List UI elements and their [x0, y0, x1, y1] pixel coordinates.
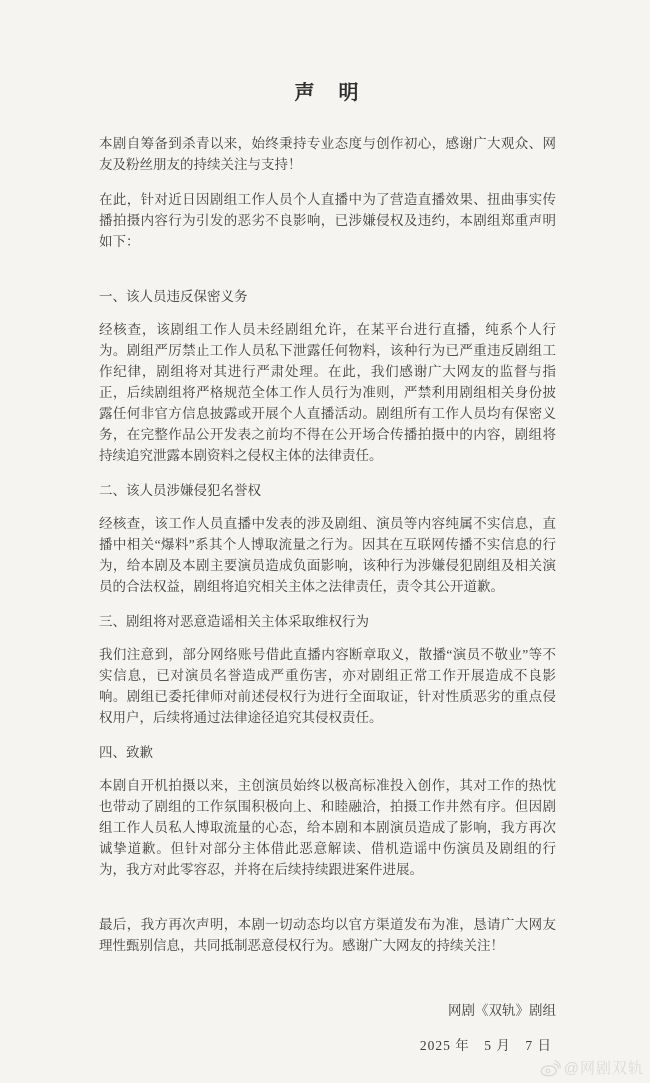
- intro-paragraph-1: 本剧自筹备到杀青以来，始终秉持专业态度与创作初心，感谢广大观众、网友及粉丝朋友的持续关注与支持！: [99, 136, 556, 172]
- section-3-body: 我们注意到，部分网络账号借此直播内容断章取义，散播“演员不敬业”等不实信息，已对演员名誉造成严重伤害，亦对剧组正常工作开展造成不良影响。剧组已委托律师对前述侵权行为进行全面取证，针对性质恶劣的重点侵权用户，后续将通过法律途径追究其侵权责任。: [99, 647, 556, 725]
- section-3: [99, 611, 556, 728]
- closing-paragraph: 最后，我方再次声明，本剧一切动态均以官方渠道发布为准，恳请广大网友理性甄别信息，共同抵制恶意侵权行为。感谢广大网友的持续关注！: [99, 917, 556, 953]
- section-1-body: 经核查，该剧组工作人员未经剧组允许，在某平台进行直播，纯系个人行为。剧组严厉禁止工作人员私下泄露任何物料，该种行为已严重违反剧组工作纪律，剧组将对其进行严肃处理。在此，我们感谢广大网友的监督与指正，后续剧组将严格规范全体工作人员行为准则，严禁利用剧组相关身份披露任何非官方信息披露或开展个人直播活动。剧组所有工作人员均有保密义务，在完整作品公开发表之前均不得在公开场合传播拍摄中的内容，剧组将持续追究泄露本剧资料之侵权主体的法律责任。: [99, 322, 556, 463]
- section-1-heading: 一、该人员违反保密义务: [99, 289, 248, 304]
- section-3-heading: 三、剧组将对恶意造谣相关主体采取维权行为: [99, 614, 369, 629]
- date-line: 2025 年 5 月 7 日: [419, 1038, 552, 1053]
- intro-paragraph-2: 在此，针对近日因剧组工作人员个人直播中为了营造直播效果、扭曲事实传播拍摄内容行为引发的恶劣不良影响，已涉嫌侵权及违约，本剧组郑重声明如下：: [99, 192, 556, 249]
- watermark-text: @网剧双轨: [563, 1060, 644, 1077]
- section-2: [99, 480, 556, 597]
- weibo-watermark: [540, 1057, 644, 1078]
- section-4-body: 本剧自开机拍摄以来，主创演员始终以极高标准投入创作，其对工作的热忱也带动了剧组的工作氛围积极向上、和睦融洽，拍摄工作井然有序。但因剧组工作人员私人博取流量的心态，给本剧和本剧演员造成了影响，我方再次诚挚道歉。但针对部分主体借此恶意解读、借机造谣中伤演员及剧组的行为，我方对此零容忍，并将在后续持续跟进案件进展。: [99, 778, 556, 877]
- section-1: [99, 286, 556, 466]
- section-2-body: 经核查，该工作人员直播中发表的涉及剧组、演员等内容纯属不实信息，直播中相关“爆料”系其个人博取流量之行为。因其在互联网传播不实信息的行为，给本剧及本剧主要演员造成负面影响，该种行为涉嫌侵犯剧组及相关演员的合法权益，剧组将追究相关主体之法律责任，责令其公开道歉。: [99, 516, 556, 594]
- weibo-icon: [540, 1059, 561, 1077]
- document-title: 声 明: [294, 82, 361, 104]
- section-4: [99, 742, 556, 880]
- signature-line: 网剧《双轨》剧组: [448, 1003, 556, 1018]
- section-4-heading: 四、致歉: [99, 745, 153, 760]
- section-2-heading: 二、该人员涉嫌侵犯名誉权: [99, 483, 261, 498]
